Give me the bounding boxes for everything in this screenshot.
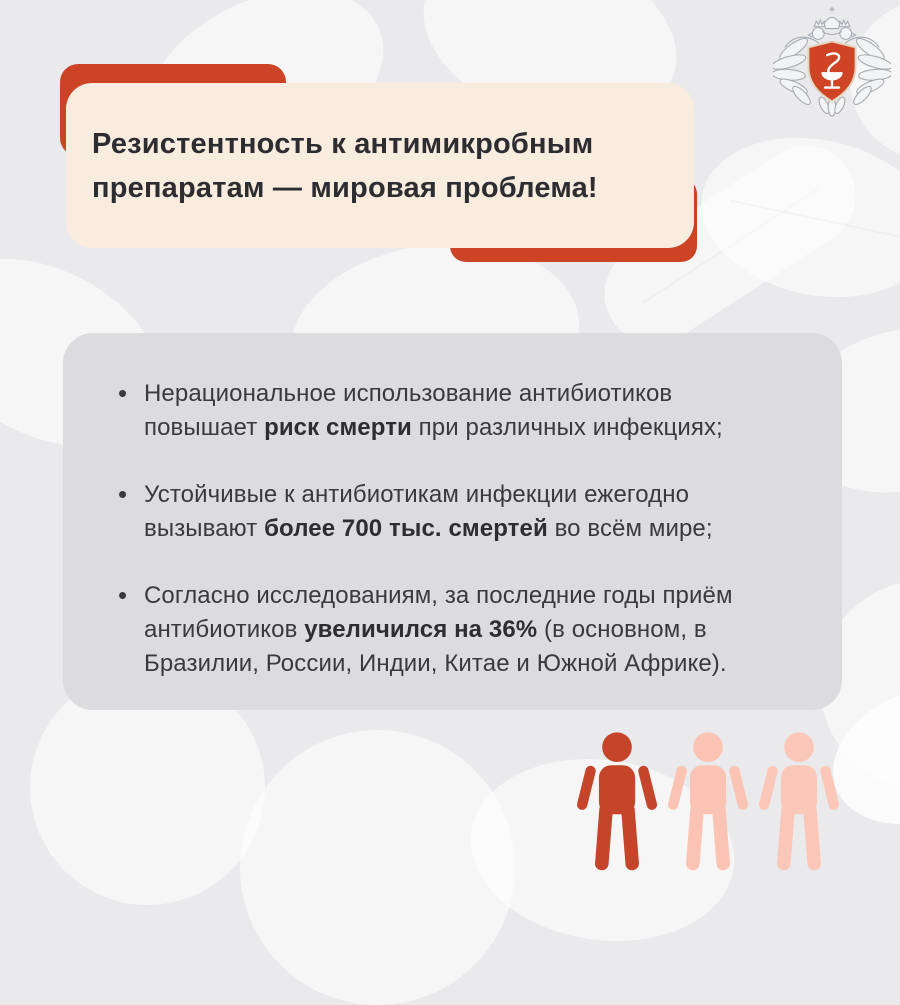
pill-shape <box>240 730 515 1005</box>
bullet-list <box>118 377 802 681</box>
person-icon-light <box>668 722 748 882</box>
title-card <box>66 83 694 248</box>
page-title-line-1: Резистентность к антимикробным <box>92 127 594 160</box>
ministry-of-health-emblem-icon <box>773 4 891 118</box>
bullet-item: • Устойчивые к антибиотикам инфекции ежегодно вызывают более 700 тыс. смертей во всём мире; <box>118 478 802 546</box>
bullet-item: • Нерациональное использование антибиотиков повышает риск смерти при различных инфекциях; <box>118 377 802 445</box>
person-icon-affected <box>577 722 657 882</box>
people-pictogram <box>577 722 839 882</box>
person-icon-light <box>759 722 839 882</box>
emblem-shield <box>808 41 855 101</box>
content-card <box>63 333 842 710</box>
page-title-line-2: препаратам — мировая проблема! <box>92 171 598 204</box>
bullet-item: • Согласно исследованиям, за последние годы приём антибиотиков увеличился на 36% (в основном, в Бразилии, России, Индии, Китае и Южной Африке). <box>118 579 802 681</box>
